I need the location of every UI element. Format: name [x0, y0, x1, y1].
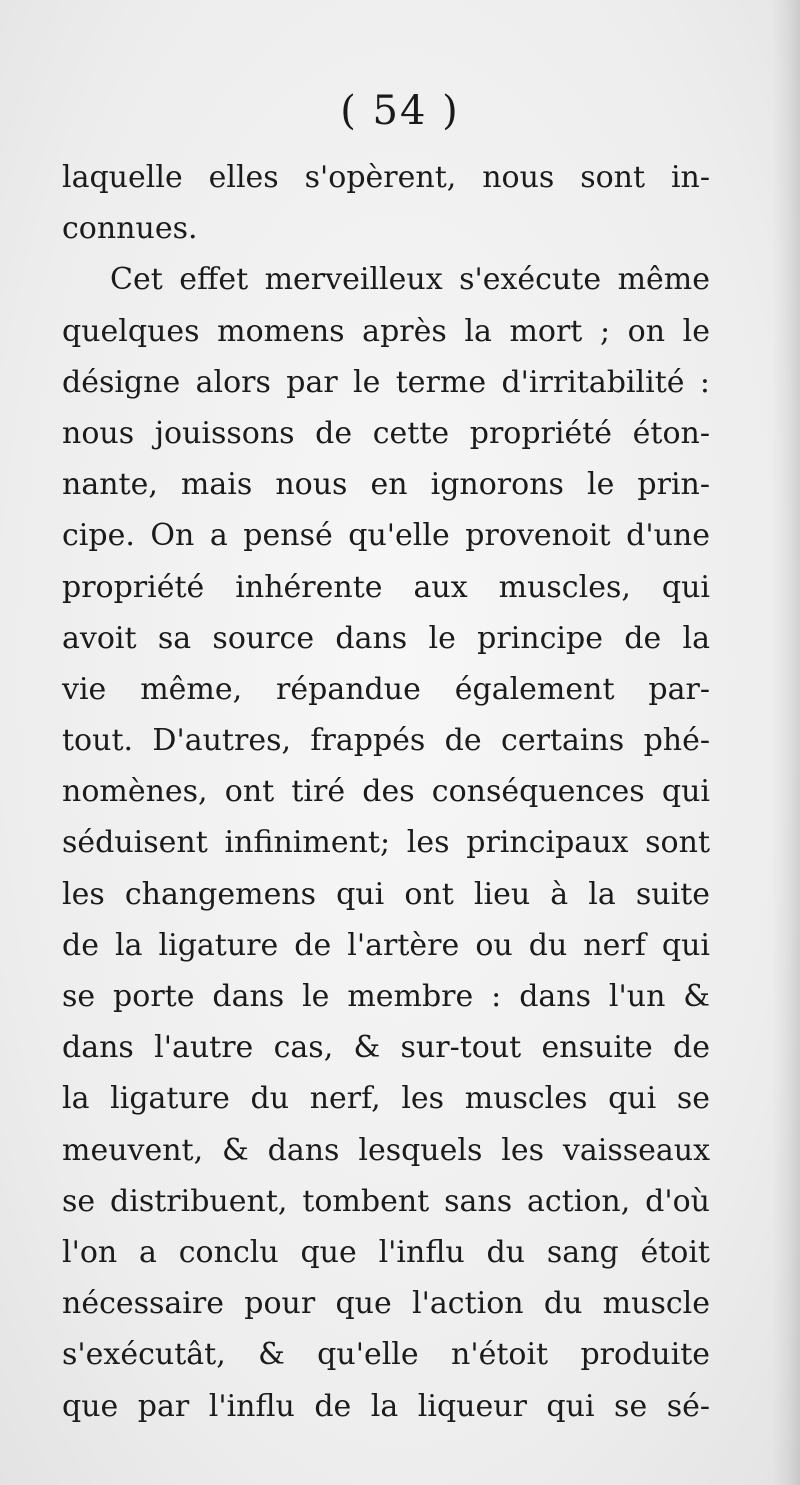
page-edge-shadow: [772, 0, 800, 1485]
page-text: [62, 152, 710, 1432]
text-line: se porte dans le membre : dans l'un &: [62, 979, 710, 1014]
text-line: l'on a conclu que l'influ du sang étoit: [62, 1234, 710, 1270]
page-number: ( 54 ): [340, 88, 460, 134]
text-line: désigne alors par le terme d'irritabilité :: [62, 364, 710, 400]
text-line: tout. D'autres, frappés de certains phé-: [62, 723, 710, 759]
text-line: s'exécutât, & qu'elle n'étoit produite: [62, 1337, 710, 1373]
text-line: cipe. On a pensé qu'elle provenoit d'une: [62, 518, 710, 554]
text-line: dans l'autre cas, & sur-tout ensuite de: [62, 1030, 710, 1066]
text-line: nous jouissons de cette propriété éton-: [62, 415, 710, 451]
text-line: meuvent, & dans lesquels les vaisseaux: [62, 1132, 710, 1168]
text-line: que par l'influ de la liqueur qui se sé-: [62, 1388, 710, 1424]
text-line: séduisent infiniment; les principaux sont: [62, 825, 710, 861]
text-line: propriété inhérente aux muscles, qui: [62, 569, 710, 605]
text-line: connues.: [62, 211, 198, 247]
text-line: se distribuent, tombent sans action, d'où: [62, 1183, 710, 1219]
text-line: vie même, répandue également par-: [62, 671, 710, 707]
text-line: avoit sa source dans le principe de la: [62, 620, 710, 656]
text-line: laquelle elles s'opèrent, nous sont in-: [62, 160, 710, 195]
text-line: nécessaire pour que l'action du muscle: [62, 1286, 710, 1322]
text-line: Cet effet merveilleux s'exécute même: [110, 262, 710, 298]
text-line: la ligature du nerf, les muscles qui se: [62, 1081, 710, 1117]
text-line: nomènes, ont tiré des conséquences qui: [62, 774, 710, 810]
text-line: quelques momens après la mort ; on le: [62, 313, 710, 349]
text-line: les changemens qui ont lieu à la suite: [62, 876, 710, 912]
text-line: nante, mais nous en ignorons le prin-: [62, 467, 710, 503]
text-line: de la ligature de l'artère ou du nerf qui: [62, 927, 710, 963]
